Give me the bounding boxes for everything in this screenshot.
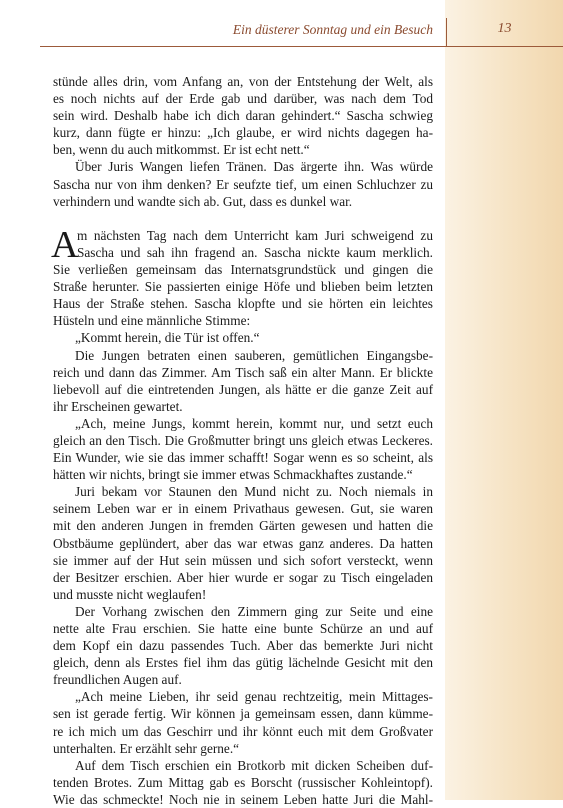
text-line: nette alte Frau erschien. Sie hatte eine bunte Schürze an und auf <box>53 621 433 636</box>
margin-band <box>445 0 563 800</box>
paragraph <box>53 347 433 415</box>
text-line: Auf dem Tisch erschien ein Brotkorb mit dicken Scheiben duf- <box>75 757 433 773</box>
paragraph <box>53 688 433 756</box>
paragraph <box>53 483 433 603</box>
text-line: hätten wir nichts, bringt sie immer etwas Schmackhaftes zustande.“ <box>53 467 413 483</box>
text-line: stünde alles drin, vom Anfang an, von der Entstehung der Welt, als <box>53 74 433 89</box>
paragraph <box>53 158 433 209</box>
text-line: Sascha nur von ihm denken? Er seufzte tief, um einen Schluchzer zu <box>53 176 433 192</box>
text-line: Obstbäume geplündert, aber das war etwas ganz anderes. Da hatten <box>53 535 433 551</box>
text-line: Sascha und sah ihn fragend an. Sascha nickte kaum merklich. <box>77 244 433 260</box>
text-line: reich und dann das Zimmer. Am Tisch saß ein alter Mann. Er blickte <box>53 364 433 380</box>
text-line: seinem Leben war er in einem Privathaus gewesen. Gut, sie waren <box>53 501 433 517</box>
paragraph <box>53 73 433 158</box>
text-line: dem Kopf ein dazu passendes Tuch. Aber das bemerkte Juri nicht <box>53 638 433 654</box>
text-line: Die Jungen betraten einen sauberen, gemütlichen Eingangsbe- <box>75 347 433 363</box>
text-line: Hüsteln und eine männliche Stimme: <box>53 313 251 329</box>
paragraph <box>51 223 433 330</box>
text-line: ben, wenn du auch mitkommst. Er ist echt nett.“ <box>53 142 310 158</box>
text-line: Sie verließen gemeinsam das Internatsgrundstück und gingen die <box>53 262 433 278</box>
text-line: liebevoll auf die eintretenden Jungen, als hätte er die ganze Zeit auf <box>53 381 433 397</box>
text-line: mit den anderen Jungen in fremden Gärten gewesen und hatten die <box>53 518 433 534</box>
text-line: Ein Wunder, wie sie das immer schafft! Sogar wenn es so scheint, als <box>53 450 433 466</box>
running-title: Ein düsterer Sonntag und ein Besuch <box>232 22 433 37</box>
text-line: Juri bekam vor Staunen den Mund nicht zu. Noch niemals in <box>75 484 433 500</box>
text-line: tenden Brotes. Zum Mittag gab es Borscht (russischer Kohleintopf). <box>53 774 433 790</box>
text-line: ihr Erscheinen gewartet. <box>53 398 183 414</box>
text-line: Über Juris Wangen liefen Tränen. Das ärgerte ihn. Was würde <box>75 159 433 175</box>
text-line: unterhalten. Er erzählt sehr gerne.“ <box>53 740 240 756</box>
body-text <box>53 73 433 808</box>
paragraph <box>53 757 433 808</box>
text-line: Der Vorhang zwischen den Zimmern ging zur Seite und eine <box>75 603 433 619</box>
text-line: gleich, denn als Erstes fiel ihm das gütig lächelnde Gesicht mit den <box>53 655 433 671</box>
text-line: „Ach meine Lieben, ihr seid genau rechtzeitig, mein Mittages- <box>75 689 433 705</box>
text-line: und musste nicht weglaufen! <box>53 586 207 602</box>
text-line: der Besitzer erschien. Aber hier wurde er sogar zu Tisch eingeladen <box>53 569 433 585</box>
paragraph <box>53 329 433 346</box>
text-line: Wie das schmeckte! Noch nie in seinem Leben hatte Juri die Mahl- <box>53 791 433 807</box>
text-line: es noch nichts auf der Erde gab und darüber, was nach dem Tod <box>53 91 433 107</box>
text-line: m nächsten Tag nach dem Unterricht kam Juri schweigend zu <box>77 227 433 243</box>
text-line: gleich an den Tisch. Die Großmutter bringt uns gleich etwas Leckeres. <box>53 432 433 448</box>
text-line: freundlichen Augen auf. <box>53 672 182 688</box>
text-line: „Ach, meine Jungs, kommt herein, kommt nur, und setzt euch <box>75 415 433 431</box>
paragraph <box>53 603 433 688</box>
text-line: sie immer auf der Hut sein müssen und sich sofort versteckt, wenn <box>53 552 433 568</box>
text-line: sein wird. Deshalb habe ich dich daran gehindert.“ Sascha schwieg <box>53 108 433 124</box>
page-number: 13 <box>497 21 512 36</box>
text-line: Haus der Straße stehen. Sascha klopfte und sie hörten ein leichtes <box>53 296 433 312</box>
drop-cap: A <box>51 223 79 266</box>
text-line: Straße herunter. Sie passierten einige Höfe und blieben beim letzten <box>53 279 433 295</box>
header-rule <box>40 46 563 47</box>
section-break <box>53 210 433 227</box>
text-line: sen ist gerade fertig. Wir können ja gemeinsam essen, dann kümme- <box>53 706 433 722</box>
paragraph <box>53 415 433 483</box>
text-line: verhindern und wandte sich ab. Gut, dass es dunkel war. <box>53 193 353 209</box>
text-line: „Kommt herein, die Tür ist offen.“ <box>75 330 260 346</box>
text-line: kurz, dann fügte er hinzu: „Ich glaube, er wird nichts dagegen ha- <box>53 125 433 141</box>
text-line: re ich mich um das Geschirr und ihr könnt euch mit dem Großvater <box>53 723 433 739</box>
